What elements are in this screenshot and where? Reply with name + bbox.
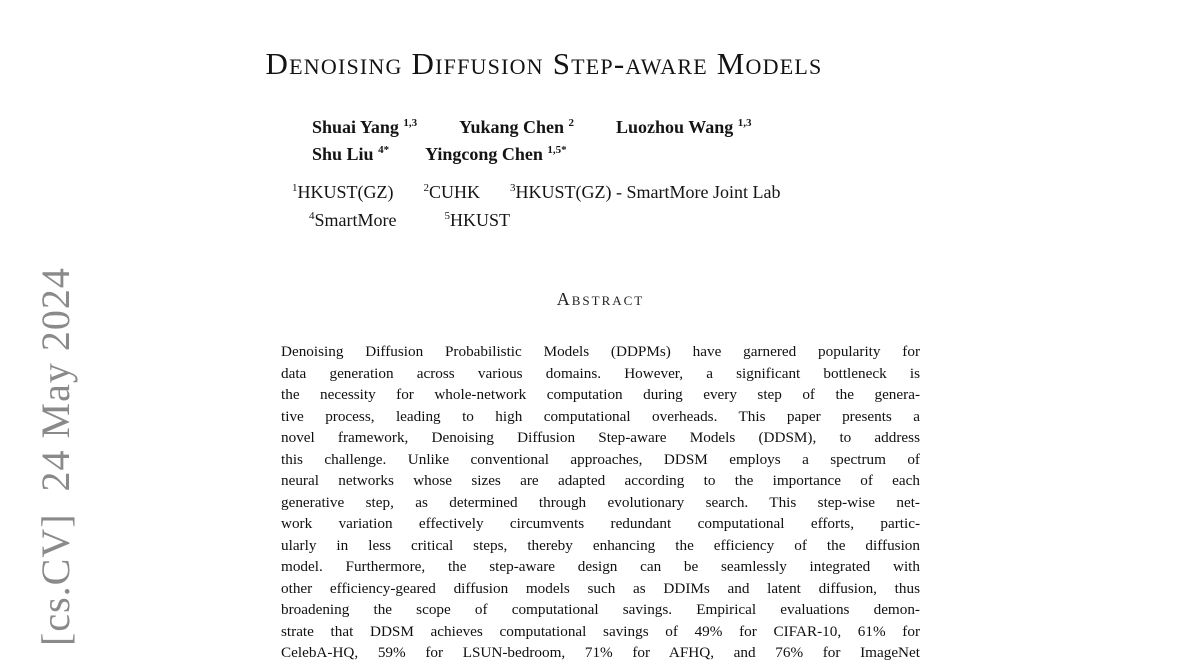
affiliation-marker: 2 — [423, 182, 429, 194]
affiliation: $^1$HKUST(GZ) — [292, 182, 394, 202]
author-affiliation-marker: 1,5* — [547, 144, 567, 156]
abstract-line: the necessity for whole-network computation during every step of the genera- — [281, 386, 920, 403]
author-affiliation-marker: 1,3 — [403, 117, 418, 129]
affiliations-row-1 — [292, 179, 780, 207]
author-name: Shu Liu $^{4*}$ — [312, 144, 390, 164]
abstract-line: this challenge. Unlike conventional approaches, DDSM employs a spectrum of — [281, 450, 920, 468]
author-name: Yingcong Chen $^{1,5*}$ — [425, 144, 567, 164]
author-name: Shuai Yang $^{1,3}$ — [312, 117, 418, 137]
abstract-paragraph — [281, 341, 920, 664]
abstract-line: broadening the scope of computational savings. Empirical evaluations demon- — [281, 601, 920, 618]
affiliations-row-2 — [309, 207, 780, 235]
abstract-line: model. Furthermore, the step-aware design can be seamlessly integrated with — [281, 558, 920, 575]
abstract-heading: Abstract — [556, 289, 645, 309]
affiliation: $^5$HKUST — [444, 209, 510, 230]
abstract-line: work variation effectively circumvents redundant computational efforts, partic- — [281, 515, 920, 532]
abstract-line: generative step, as determined through evolutionary search. This step-wise net- — [281, 493, 920, 511]
authors-row-1 — [312, 114, 752, 141]
abstract-line: ularly in less critical steps, thereby enhancing the efficiency of the diffusion — [281, 536, 920, 554]
authors-row-2 — [312, 141, 752, 168]
affiliation: $^4$SmartMore — [309, 209, 397, 230]
authors-block — [312, 114, 752, 168]
abstract-line: strate that DDSM achieves computational savings of 49% for CIFAR-10, 61% for — [281, 622, 920, 640]
affiliation: $^3$HKUST(GZ) - SmartMore Joint Lab — [510, 182, 781, 202]
abstract-line: other efficiency-geared diffusion models such as DDIMs and latent diffusion, thus — [281, 579, 920, 597]
abstract-line: novel framework, Denoising Diffusion Step-aware Models (DDSM), to address — [281, 429, 920, 446]
author-affiliation-marker: 1,3 — [737, 117, 752, 129]
affiliations-block — [292, 179, 780, 234]
affiliation-marker: 3 — [510, 182, 516, 194]
author-affiliation-marker: 4* — [378, 144, 390, 156]
affiliation-marker: 5 — [444, 209, 450, 222]
abstract-line: tive process, leading to high computational overheads. This paper presents a — [281, 407, 920, 425]
author-name: Yukang Chen $^2$ — [459, 117, 575, 137]
author-affiliation-marker: 2 — [568, 117, 575, 129]
affiliation-marker: 4 — [309, 209, 315, 222]
author-name: Luozhou Wang $^{1,3}$ — [616, 117, 752, 137]
abstract-line: neural networks whose sizes are adapted according to the importance of each — [281, 472, 920, 489]
paper-title: Denoising Diffusion Step-aware Models — [265, 46, 823, 81]
arxiv-watermark: [cs.CV] 24 May 2024 — [33, 267, 78, 646]
affiliation: $^2$CUHK — [423, 182, 481, 202]
abstract-line: data generation across various domains. However, a significant bottleneck is — [281, 364, 920, 382]
affiliation-marker: 1 — [292, 182, 298, 194]
abstract-line: Denoising Diffusion Probabilistic Models (DDPMs) have garnered popularity for — [281, 343, 920, 360]
abstract-line: CelebA-HQ, 59% for LSUN-bedroom, 71% for AFHQ, and 76% for ImageNet — [281, 644, 920, 661]
